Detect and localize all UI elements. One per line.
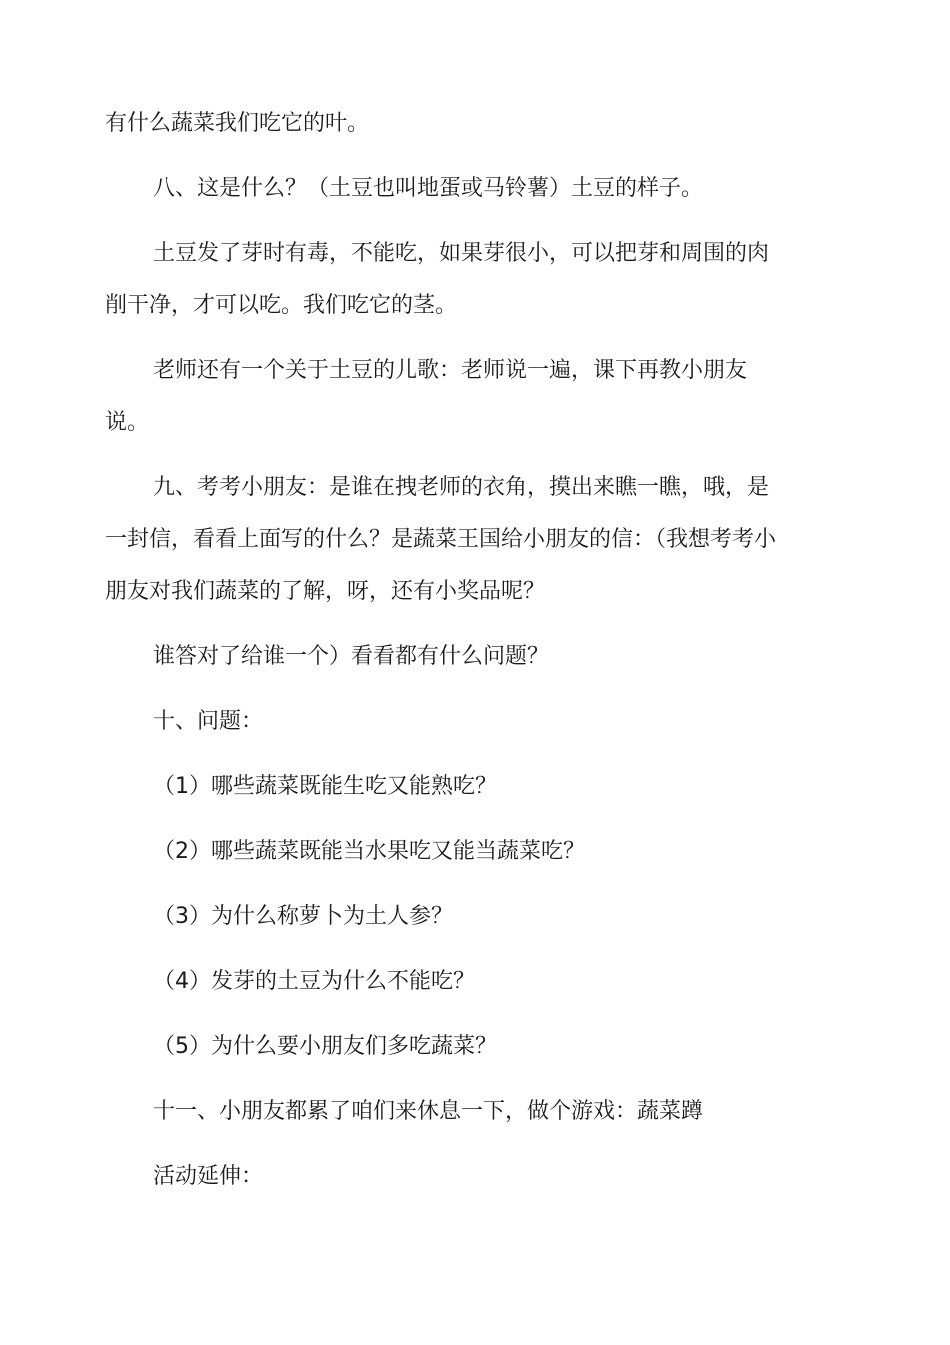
question-item: （1）哪些蔬菜既能生吃又能熟吃？	[153, 774, 497, 799]
document-body	[105, 98, 785, 1216]
paragraph-potato-sprout: 土豆发了芽时有毒，不能吃，如果芽很小，可以把芽和周围的肉削干净，才可以吃。我们吃它的茎。	[105, 241, 770, 318]
paragraph-section-8: 八、这是什么？（土豆也叫地蛋或马铃薯）土豆的样子。	[153, 176, 704, 201]
paragraph-section-11: 十一、小朋友都累了咱们来休息一下，做个游戏：蔬菜蹲	[153, 1099, 704, 1124]
question-item: （3）为什么称萝卜为土人参？	[153, 904, 453, 929]
paragraph-potato-song: 老师还有一个关于土豆的儿歌：老师说一遍，课下再教小朋友说。	[105, 358, 748, 435]
paragraph-leaves: 有什么蔬菜我们吃它的叶。	[105, 111, 370, 136]
paragraph-who-answers: 谁答对了给谁一个）看看都有什么问题？	[153, 644, 550, 669]
question-item: （4）发芽的土豆为什么不能吃？	[153, 969, 475, 994]
paragraph-section-9: 九、考考小朋友：是谁在拽老师的衣角，摸出来瞧一瞧，哦，是一封信，看看上面写的什么？是蔬菜王国给小朋友的信：（我想考考小朋友对我们蔬菜的了解，呀，还有小奖品呢？	[105, 475, 777, 604]
question-item: （5）为什么要小朋友们多吃蔬菜？	[153, 1034, 497, 1059]
paragraph-activity-extension: 活动延伸：	[153, 1164, 264, 1189]
paragraph-section-10: 十、问题：	[153, 709, 264, 734]
question-item: （2）哪些蔬菜既能当水果吃又能当蔬菜吃？	[153, 839, 585, 864]
